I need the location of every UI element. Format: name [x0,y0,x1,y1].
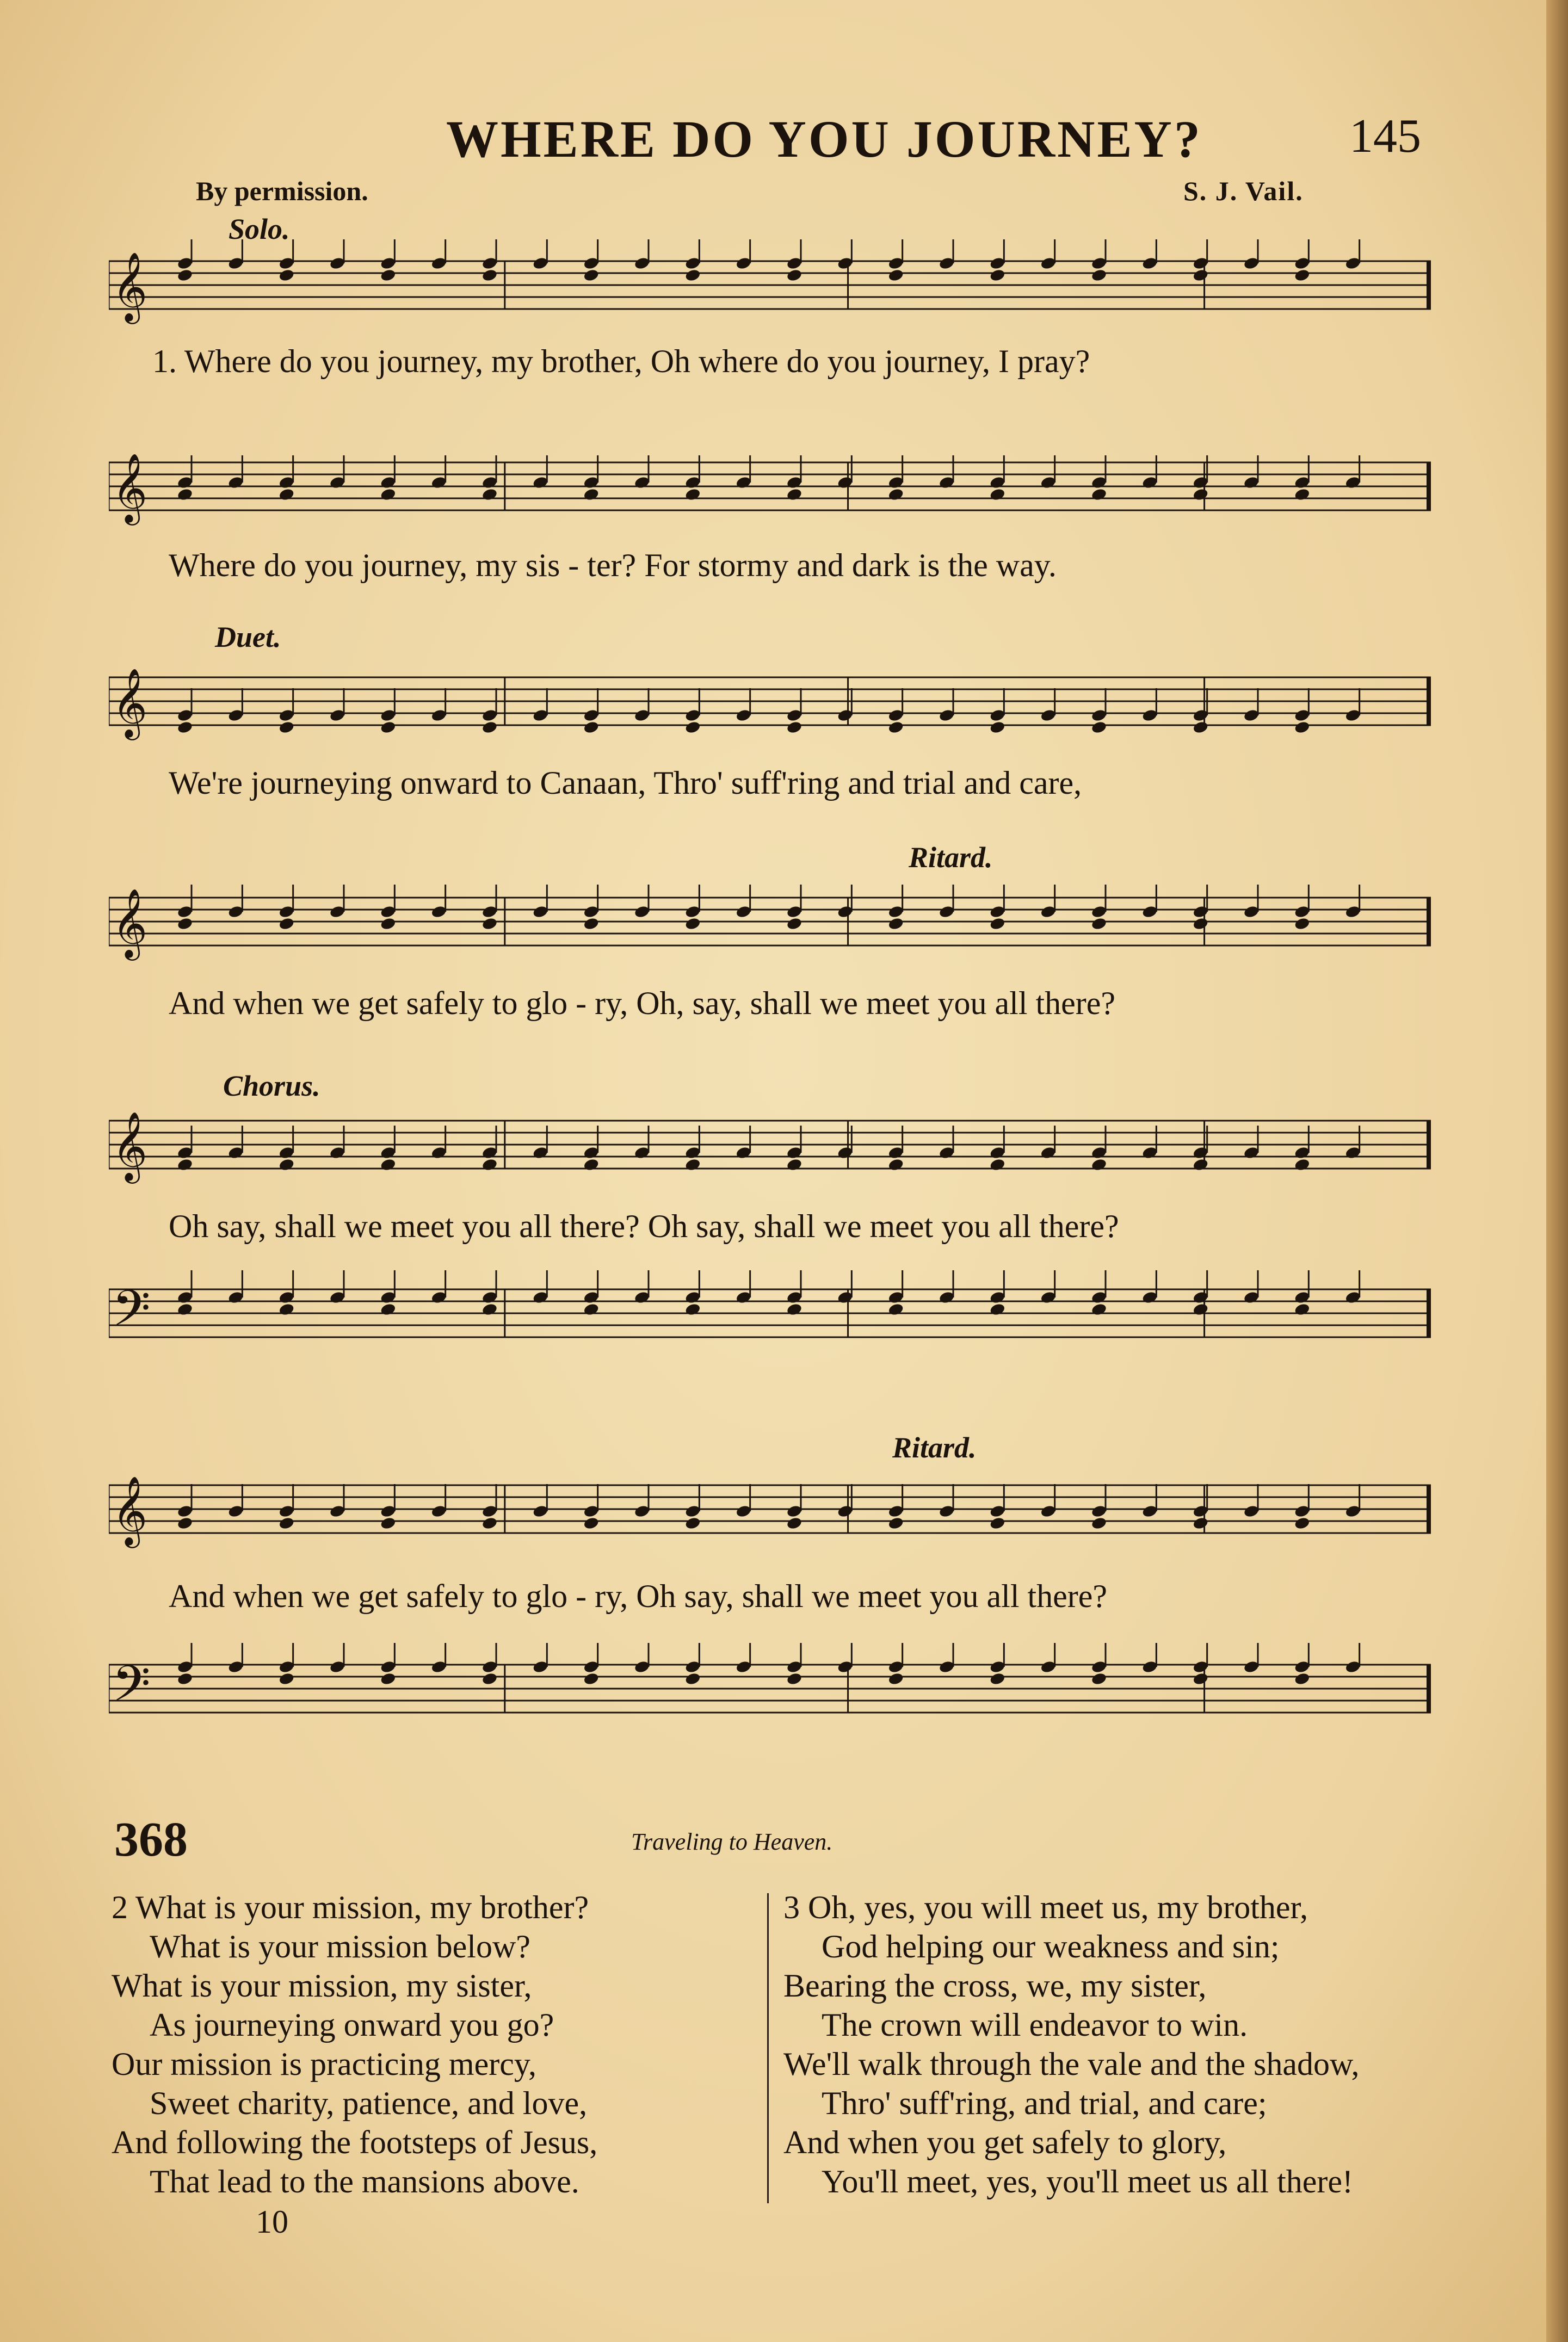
note-head [1294,1302,1311,1317]
note-head [786,487,803,502]
note-head [583,1516,600,1530]
music-staff-6-bass [109,1643,1436,1774]
verse-3-line-2: God helping our weakness and sin; [822,1929,1280,1964]
verse-3-line-8: You'll meet, yes, you'll meet us all there! [822,2164,1354,2199]
note-head [583,1302,600,1317]
direction-ritard-2: Ritard. [892,1431,977,1464]
note-head [1294,487,1311,502]
verse-2 [112,1888,597,2201]
page-number: 145 [1349,110,1421,163]
note-head [1294,1516,1311,1530]
note-head [278,1302,295,1317]
note-head [1192,1158,1209,1172]
note-head [786,1158,803,1172]
note-head [380,268,397,282]
note-head [1091,268,1108,282]
note-head [1091,917,1108,931]
signature-mark: 10 [256,2204,288,2240]
music-staff-3 [109,656,1436,753]
lyric-line-4: And when we get safely to glo - ry, Oh, say, shall we meet you all there? [169,985,1116,1021]
note-head [177,487,194,502]
lyric-line-5: Oh say, shall we meet you all there? Oh say, shall we meet you all there? [169,1208,1119,1244]
note-head [481,917,498,931]
page-spine-edge [1546,0,1568,2342]
verse-2-line-5: Our mission is practicing mercy, [112,2046,536,2082]
music-staff-1 [109,239,1436,337]
treble-clef-icon: 𝄞 [112,668,148,737]
note-head [887,1516,904,1530]
note-head [1091,1516,1108,1530]
music-staff-2 [109,441,1436,539]
note-head [989,720,1006,734]
treble-clef-icon: 𝄞 [112,1111,148,1181]
note-head [786,917,803,931]
hymn-title: Traveling to Heaven. [631,1828,833,1855]
verse-2-line-7: And following the footsteps of Jesus, [112,2124,598,2160]
note-head [786,1302,803,1317]
verse-3-line-3: Bearing the cross, we, my sister, [783,1968,1207,2004]
note-head [481,720,498,734]
note-head [1091,1158,1108,1172]
music-staff-4 [109,876,1436,974]
note-head [583,487,600,502]
note-head [786,268,803,282]
note-head [989,1516,1006,1530]
note-head [684,268,701,282]
note-head [786,1516,803,1530]
direction-solo: Solo. [229,213,290,245]
note-head [684,1158,701,1172]
note-head [177,720,194,734]
song-title: WHERE DO YOU JOURNEY? [446,110,1202,168]
note-head [380,917,397,931]
note-head [1192,268,1209,282]
note-head [1192,1516,1209,1530]
note-head [177,917,194,931]
note-head [989,268,1006,282]
note-head [278,1158,295,1172]
note-head [278,487,295,502]
note-head [989,917,1006,931]
note-head [278,1516,295,1530]
note-head [1091,1672,1108,1686]
note-head [481,1672,498,1686]
note-head [1091,720,1108,734]
bass-clef-icon: 𝄢 [112,1280,151,1349]
note-head [177,1158,194,1172]
note-head [1192,720,1209,734]
note-head [887,720,904,734]
note-head [989,1302,1006,1317]
note-head [684,487,701,502]
note-head [786,1672,803,1686]
note-head [989,487,1006,502]
note-head [887,268,904,282]
lyric-line-2: Where do you journey, my sis - ter? For stormy and dark is the way. [169,547,1057,583]
note-head [786,720,803,734]
note-head [481,1302,498,1317]
note-head [1294,268,1311,282]
note-head [278,917,295,931]
music-staff-6-treble [109,1463,1436,1561]
note-head [887,1158,904,1172]
note-head [380,720,397,734]
verse-3-line-7: And when you get safely to glory, [783,2124,1227,2160]
verse-3-line-4: The crown will endeavor to win. [822,2007,1248,2043]
verse-3-line-1: 3 Oh, yes, you will meet us, my brother, [783,1889,1308,1925]
note-head [278,268,295,282]
note-head [481,268,498,282]
note-head [481,1516,498,1530]
note-head [481,1158,498,1172]
verse-2-line-1: 2 What is your mission, my brother? [112,1889,589,1925]
treble-clef-icon: 𝄞 [112,453,148,522]
note-head [989,1158,1006,1172]
note-head [177,1302,194,1317]
permission-note: By permission. [196,176,368,206]
direction-ritard-1: Ritard. [909,841,993,874]
note-head [1294,720,1311,734]
music-staff-5-treble [109,1099,1436,1197]
note-head [989,1672,1006,1686]
hymn-number: 368 [114,1813,188,1867]
lyric-line-3: We're journeying onward to Canaan, Thro' suff'ring and trial and care, [169,765,1082,801]
verse-2-line-6: Sweet charity, patience, and love, [150,2085,588,2121]
note-head [380,487,397,502]
note-head [481,487,498,502]
composer-credit: S. J. Vail. [1183,176,1304,206]
verse-3-line-5: We'll walk through the vale and the shadow, [783,2046,1360,2082]
note-head [1294,1672,1311,1686]
verse-3 [783,1888,1359,2201]
note-head [583,917,600,931]
note-head [177,1672,194,1686]
verse-2-line-2: What is your mission below? [150,1929,530,1964]
note-head [887,917,904,931]
note-head [887,1672,904,1686]
note-head [1091,487,1108,502]
treble-clef-icon: 𝄞 [112,251,148,321]
direction-chorus: Chorus. [223,1070,320,1102]
note-head [380,1158,397,1172]
note-head [1192,917,1209,931]
note-head [1294,1158,1311,1172]
lyric-line-6: And when we get safely to glo - ry, Oh say, shall we meet you all there? [169,1578,1108,1614]
music-staff-5-bass [109,1268,1436,1376]
note-head [278,1672,295,1686]
note-head [583,1672,600,1686]
note-head [583,720,600,734]
direction-duet: Duet. [215,621,281,653]
verse-3-line-6: Thro' suff'ring, and trial, and care; [822,2085,1267,2121]
verse-divider [767,1893,769,2203]
verse-2-line-4: As journeying onward you go? [150,2007,554,2043]
note-head [278,720,295,734]
note-head [684,917,701,931]
note-head [1091,1302,1108,1317]
note-head [380,1302,397,1317]
note-head [177,268,194,282]
note-head [380,1516,397,1530]
bass-clef-icon: 𝄢 [112,1655,151,1725]
note-head [1192,487,1209,502]
note-head [583,1158,600,1172]
note-head [1192,1302,1209,1317]
note-head [177,1516,194,1530]
treble-clef-icon: 𝄞 [112,1475,148,1545]
note-head [684,720,701,734]
note-head [887,487,904,502]
verse-2-line-8: That lead to the mansions above. [150,2164,579,2199]
note-head [380,1672,397,1686]
treble-clef-icon: 𝄞 [112,888,148,957]
note-head [887,1302,904,1317]
note-head [583,268,600,282]
note-head [684,1302,701,1317]
note-head [1294,917,1311,931]
verse-2-line-3: What is your mission, my sister, [112,1968,532,2004]
note-head [684,1672,701,1686]
note-head [1192,1672,1209,1686]
lyric-line-1: 1. Where do you journey, my brother, Oh where do you journey, I pray? [152,343,1090,379]
note-head [684,1516,701,1530]
